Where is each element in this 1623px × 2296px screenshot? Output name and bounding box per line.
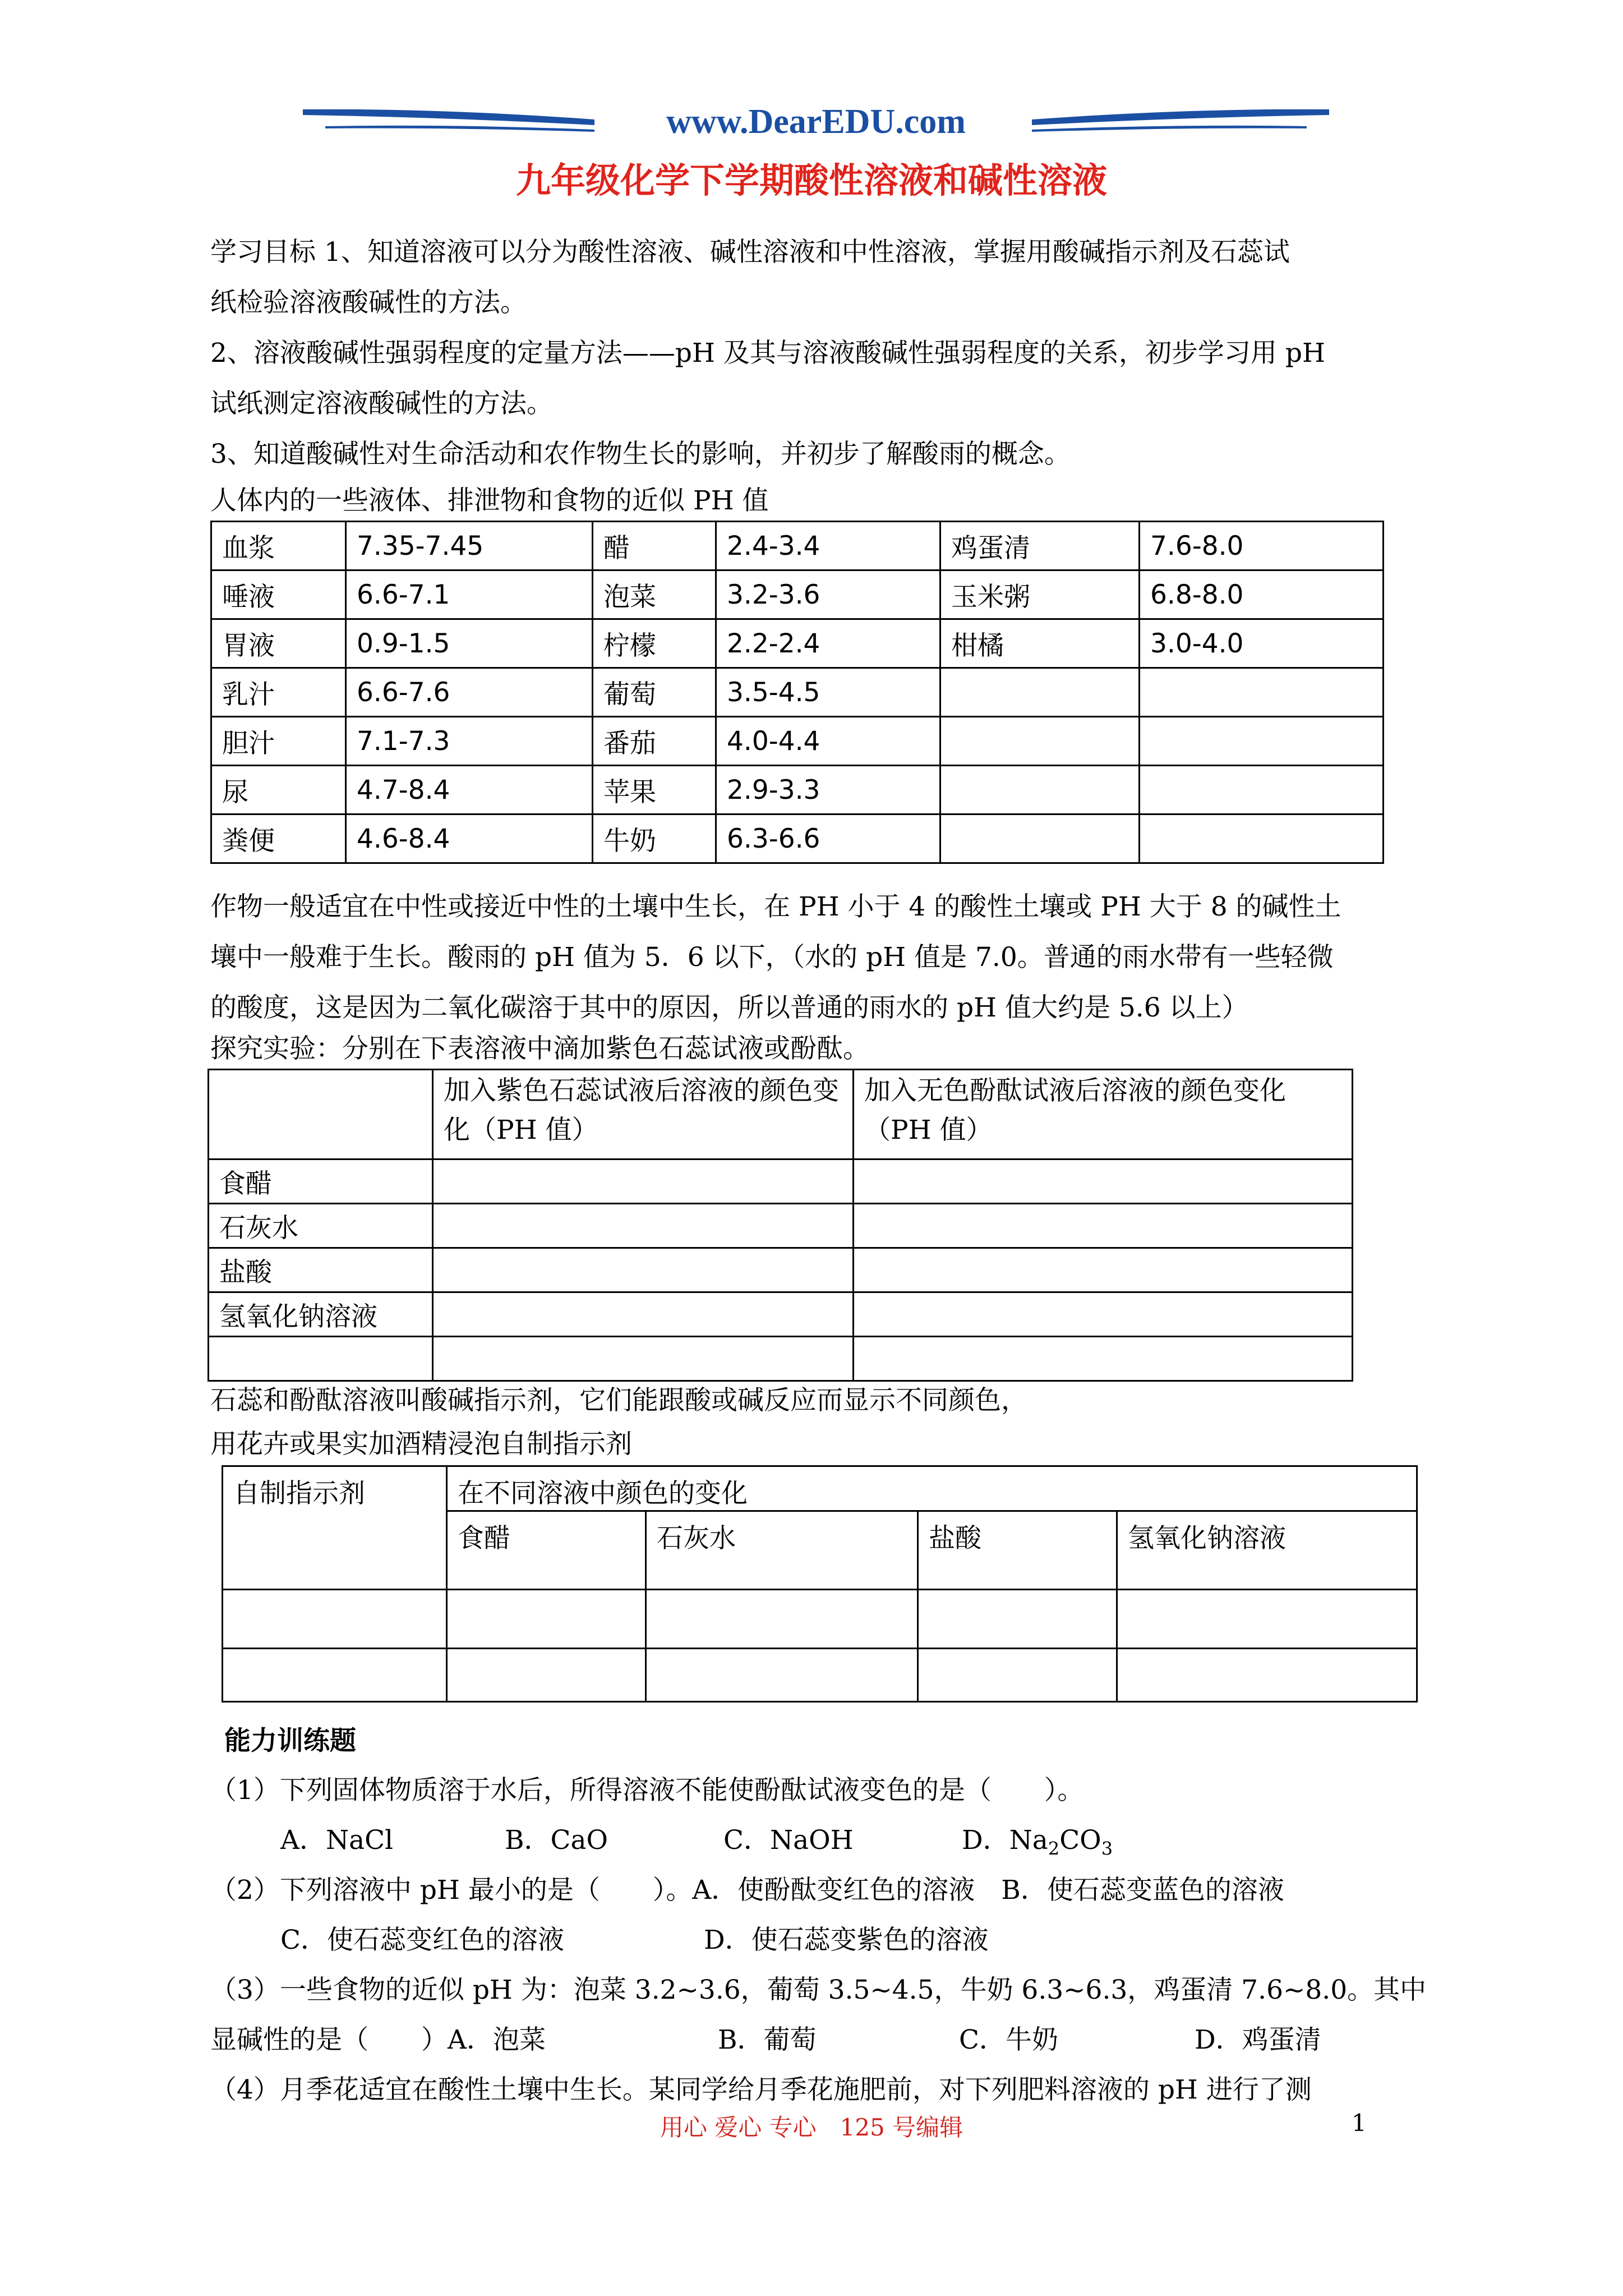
question-1-option-c: C．NaOH bbox=[723, 1825, 854, 1856]
table-cell bbox=[447, 1590, 646, 1649]
table-cell: 6.8-8.0 bbox=[1140, 570, 1384, 619]
question-3: （3）一些食物的近似 pH 为：泡菜 3.2~3.6，葡萄 3.5~4.5，牛奶 6.3~6.3，鸡蛋清 7.6~8.0。其中 bbox=[210, 1975, 1427, 2005]
table-cell bbox=[854, 1337, 1353, 1381]
table-cell: 玉米粥 bbox=[940, 570, 1140, 619]
table-row bbox=[211, 522, 1384, 570]
table-header: 在不同溶液中颜色的变化 bbox=[447, 1466, 1417, 1511]
table-cell bbox=[1140, 766, 1384, 815]
table-cell bbox=[1140, 815, 1384, 863]
subscript: 3 bbox=[1101, 1838, 1113, 1860]
table-cell bbox=[940, 766, 1140, 815]
table-cell: 6.6-7.6 bbox=[346, 668, 593, 717]
table-header: 加入紫色石蕊试液后溶液的颜色变化（PH 值） bbox=[433, 1070, 854, 1159]
table-cell: 尿 bbox=[211, 766, 346, 815]
table-cell bbox=[1140, 717, 1384, 766]
table-row bbox=[211, 570, 1384, 619]
table-cell: 粪便 bbox=[211, 815, 346, 863]
table-cell: 苹果 bbox=[593, 766, 716, 815]
question-1: （1）下列固体物质溶于水后，所得溶液不能使酚酞试液变色的是（ ）。 bbox=[210, 1775, 1084, 1806]
paragraph-line-3: 的酸度，这是因为二氧化碳溶于其中的原因，所以普通的雨水的 pH 值大约是 5.6 以上） bbox=[210, 992, 1248, 1023]
site-banner bbox=[303, 93, 1329, 151]
table-cell: 血浆 bbox=[211, 522, 346, 570]
goal-line-2: 纸检验溶液酸碱性的方法。 bbox=[210, 287, 527, 318]
table-cell: 4.7-8.4 bbox=[346, 766, 593, 815]
table-cell bbox=[1117, 1590, 1417, 1649]
table-cell bbox=[433, 1248, 854, 1292]
table-cell: 番茄 bbox=[593, 717, 716, 766]
table-cell: 3.2-3.6 bbox=[716, 570, 940, 619]
question-1-option-a: A．NaCl bbox=[280, 1825, 394, 1856]
table-cell bbox=[447, 1649, 646, 1702]
table-cell: 6.6-7.1 bbox=[346, 570, 593, 619]
table-cell: 3.5-4.5 bbox=[716, 668, 940, 717]
table-cell: 泡菜 bbox=[593, 570, 716, 619]
table-cell: 胆汁 bbox=[211, 717, 346, 766]
table-cell bbox=[646, 1649, 918, 1702]
footer-text: 用心 爱心 专心 125 号编辑 bbox=[660, 2114, 963, 2141]
question-3-option-b: B．葡萄 bbox=[718, 2024, 817, 2055]
table-cell: 2.9-3.3 bbox=[716, 766, 940, 815]
table-cell: 2.2-2.4 bbox=[716, 619, 940, 668]
table-row bbox=[211, 766, 1384, 815]
table-row bbox=[211, 717, 1384, 766]
table-header: 氢氧化钠溶液 bbox=[1117, 1511, 1417, 1590]
table-header bbox=[209, 1070, 433, 1159]
table-cell bbox=[854, 1248, 1353, 1292]
table-cell bbox=[918, 1649, 1117, 1702]
table-cell bbox=[1140, 668, 1384, 717]
question-2-option-d: D．使石蕊变紫色的溶液 bbox=[704, 1925, 989, 1955]
table-cell: 胃液 bbox=[211, 619, 346, 668]
table-cell bbox=[209, 1337, 433, 1381]
table-header: 自制指示剂 bbox=[223, 1466, 447, 1590]
table-cell bbox=[433, 1337, 854, 1381]
homemade-intro: 用花卉或果实加酒精浸泡自制指示剂 bbox=[210, 1429, 632, 1460]
table-row bbox=[211, 619, 1384, 668]
table-cell: 3.0-4.0 bbox=[1140, 619, 1384, 668]
table-cell bbox=[918, 1590, 1117, 1649]
table-cell bbox=[854, 1292, 1353, 1337]
table-row bbox=[209, 1159, 1353, 1204]
goal-line-4: 试纸测定溶液酸碱性的方法。 bbox=[210, 388, 553, 419]
goal-line-1: 学习目标 1、知道溶液可以分为酸性溶液、碱性溶液和中性溶液，掌握用酸碱指示剂及石蕊试 bbox=[210, 237, 1290, 268]
question-3-lead: 显碱性的是（ ）A．泡菜 bbox=[210, 2024, 546, 2055]
subscript: 2 bbox=[1048, 1838, 1060, 1860]
ph-table bbox=[210, 521, 1384, 864]
question-1-option-b: B．CaO bbox=[505, 1825, 608, 1856]
table-cell bbox=[940, 815, 1140, 863]
table-cell: 柑橘 bbox=[940, 619, 1140, 668]
experiment-table bbox=[208, 1069, 1353, 1382]
table-header: 加入无色酚酞试液后溶液的颜色变化（PH 值） bbox=[854, 1070, 1353, 1159]
table-cell bbox=[433, 1204, 854, 1248]
indicator-note: 石蕊和酚酞溶液叫酸碱指示剂，它们能跟酸或碱反应而显示不同颜色， bbox=[210, 1385, 1027, 1416]
table-cell: 4.0-4.4 bbox=[716, 717, 940, 766]
question-2-option-c: C．使石蕊变红色的溶液 bbox=[280, 1925, 564, 1955]
page-number: 1 bbox=[1352, 2109, 1367, 2137]
table-row bbox=[211, 668, 1384, 717]
table-cell bbox=[1117, 1649, 1417, 1702]
formula-part: CO bbox=[1059, 1825, 1101, 1856]
table-cell: 7.1-7.3 bbox=[346, 717, 593, 766]
table-cell: 氢氧化钠溶液 bbox=[209, 1292, 433, 1337]
table-cell bbox=[433, 1292, 854, 1337]
table-header: 食醋 bbox=[447, 1511, 646, 1590]
table-cell: 0.9-1.5 bbox=[346, 619, 593, 668]
experiment-intro: 探究实验：分别在下表溶液中滴加紫色石蕊试液或酚酞。 bbox=[210, 1033, 869, 1064]
table-cell bbox=[223, 1649, 447, 1702]
table-cell: 石灰水 bbox=[209, 1204, 433, 1248]
table-row bbox=[209, 1204, 1353, 1248]
table-cell: 乳汁 bbox=[211, 668, 346, 717]
site-name: www.DearEDU.com bbox=[666, 103, 966, 141]
question-3-option-d: D．鸡蛋清 bbox=[1195, 2024, 1321, 2055]
table-cell: 6.3-6.6 bbox=[716, 815, 940, 863]
table-header-row bbox=[209, 1070, 1353, 1159]
table-header: 石灰水 bbox=[646, 1511, 918, 1590]
table-cell bbox=[940, 668, 1140, 717]
table-cell bbox=[854, 1159, 1353, 1204]
goal-line-5: 3、知道酸碱性对生命活动和农作物生长的影响，并初步了解酸雨的概念。 bbox=[210, 439, 1071, 470]
paragraph-line-2: 壤中一般难于生长。酸雨的 pH 值为 5．6 以下，（水的 pH 值是 7.0。普通的雨水带有一些轻微 bbox=[210, 942, 1334, 973]
table-cell bbox=[223, 1590, 447, 1649]
ph-table-caption: 人体内的一些液体、排泄物和食物的近似 PH 值 bbox=[210, 485, 769, 516]
table-row bbox=[211, 815, 1384, 863]
question-1-option-d bbox=[962, 1816, 1113, 1873]
table-row bbox=[223, 1590, 1417, 1649]
table-cell: 柠檬 bbox=[593, 619, 716, 668]
table-cell bbox=[646, 1590, 918, 1649]
table-cell: 2.4-3.4 bbox=[716, 522, 940, 570]
option-d-text: D．Na bbox=[962, 1825, 1048, 1856]
table-cell bbox=[433, 1159, 854, 1204]
table-cell: 唾液 bbox=[211, 570, 346, 619]
table-row bbox=[223, 1649, 1417, 1702]
page-title: 九年级化学下学期酸性溶液和碱性溶液 bbox=[515, 160, 1107, 201]
question-2: （2）下列溶液中 pH 最小的是（ ）。A．使酚酞变红色的溶液 B．使石蕊变蓝色的溶液 bbox=[210, 1875, 1284, 1906]
table-cell: 葡萄 bbox=[593, 668, 716, 717]
table-cell: 食醋 bbox=[209, 1159, 433, 1204]
table-row bbox=[209, 1337, 1353, 1381]
paragraph-line-1: 作物一般适宜在中性或接近中性的土壤中生长，在 PH 小于 4 的酸性土壤或 PH 大于 8 的碱性土 bbox=[210, 891, 1341, 922]
table-cell: 醋 bbox=[593, 522, 716, 570]
question-3-option-c: C．牛奶 bbox=[959, 2024, 1058, 2055]
goal-line-3: 2、溶液酸碱性强弱程度的定量方法——pH 及其与溶液酸碱性强弱程度的关系，初步学习用 pH bbox=[210, 338, 1325, 369]
table-row bbox=[209, 1292, 1353, 1337]
table-header-row bbox=[223, 1466, 1417, 1511]
table-row bbox=[209, 1248, 1353, 1292]
table-cell: 鸡蛋清 bbox=[940, 522, 1140, 570]
homemade-indicator-table bbox=[222, 1465, 1418, 1703]
table-cell: 牛奶 bbox=[593, 815, 716, 863]
table-cell bbox=[940, 717, 1140, 766]
table-cell bbox=[854, 1204, 1353, 1248]
table-cell: 4.6-8.4 bbox=[346, 815, 593, 863]
table-cell: 7.35-7.45 bbox=[346, 522, 593, 570]
table-cell: 7.6-8.0 bbox=[1140, 522, 1384, 570]
table-cell: 盐酸 bbox=[209, 1248, 433, 1292]
table-header: 盐酸 bbox=[918, 1511, 1117, 1590]
exercise-title: 能力训练题 bbox=[224, 1726, 356, 1756]
question-4: （4）月季花适宜在酸性土壤中生长。某同学给月季花施肥前，对下列肥料溶液的 pH 进行了测 bbox=[210, 2074, 1312, 2105]
